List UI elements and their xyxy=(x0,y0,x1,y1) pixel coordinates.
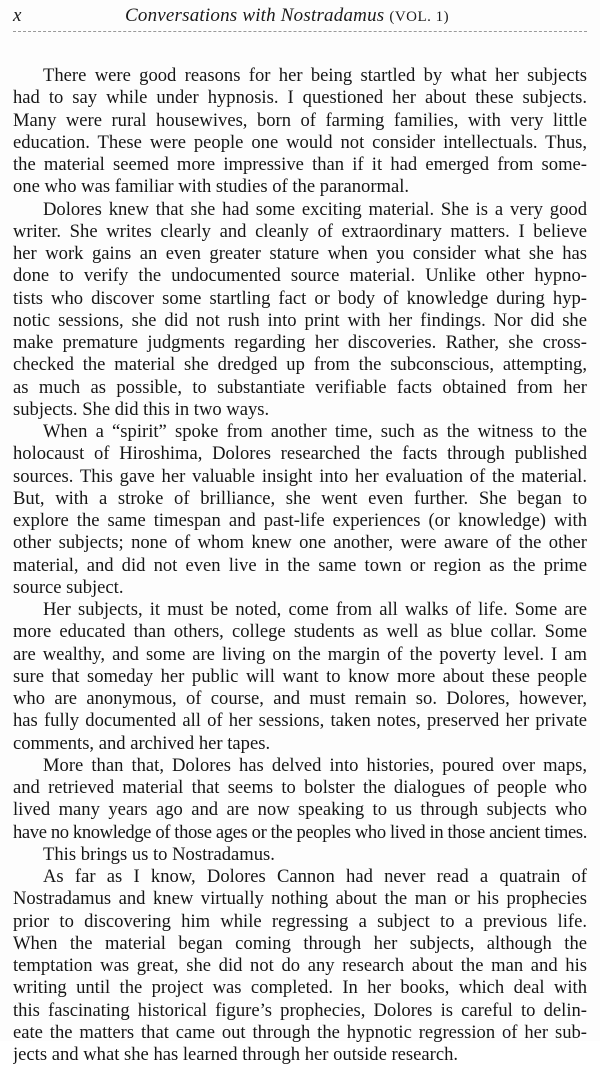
text-line: More than that, Dolores has delved into histories, poured over maps, xyxy=(43,754,587,776)
text-line: and retrieved material that seems to bolster the dialogues of people who xyxy=(13,777,587,798)
text-line: had to say while under hypnosis. I questioned her about these subjects. xyxy=(13,87,587,109)
paragraph xyxy=(13,755,587,844)
text-line: When the material began coming through her subjects, although the xyxy=(13,932,587,954)
text-line: make premature judgments regarding her discoveries. Rather, she cross- xyxy=(13,332,587,353)
paragraph xyxy=(13,866,587,1066)
text-line: Her subjects, it must be noted, come from all walks of life. Some are xyxy=(43,599,587,620)
paragraph xyxy=(13,65,587,199)
text-line: are wealthy, and some are living on the margin of the poverty level. I am xyxy=(13,643,587,665)
text-line: notic sessions, she did not rush into print with her findings. Nor did she xyxy=(13,309,587,331)
paragraph xyxy=(13,199,587,422)
book-title: Conversations with Nostradamus xyxy=(125,5,385,26)
text-line: explore the same timespan and past-life experiences (or knowledge) with xyxy=(13,510,587,531)
page-header xyxy=(13,5,585,31)
text-line: source subject. xyxy=(13,576,124,598)
header-rule xyxy=(13,31,587,32)
text-line: education. These were people one would not consider intellectuals. Thus, xyxy=(13,131,587,153)
text-line: checked the material she dredged up from the subconscious, attempting, xyxy=(13,354,587,376)
body-text xyxy=(13,65,587,1066)
paragraph xyxy=(13,844,587,866)
text-line: sure that someday her public will want to know more about these people xyxy=(13,665,587,687)
text-line: lived many years ago and are now speaking to us through subjects who xyxy=(13,799,587,821)
text-line: This brings us to Nostradamus. xyxy=(43,843,275,865)
running-title xyxy=(125,5,449,27)
text-line: tists who discover some startling fact or body of knowledge during hyp- xyxy=(13,287,587,309)
text-line: have no knowledge of those ages or the peoples who lived in those ancient times. xyxy=(13,821,587,843)
text-line: other subjects; none of whom knew one another, were aware of the other xyxy=(13,532,587,554)
text-line: Dolores knew that she had some exciting material. She is a very good xyxy=(43,198,587,220)
text-line: Many were rural housewives, born of farming families, with very little xyxy=(13,109,587,131)
text-line: her work gains an even greater stature when you consider what she has xyxy=(13,243,587,264)
text-line: as much as possible, to substantiate verifiable facts obtained from her xyxy=(13,376,587,398)
text-line: who are anonymous, of course, and must remain so. Dolores, however, xyxy=(13,688,587,709)
page-number: x xyxy=(13,5,22,26)
text-line: prior to discovering him while regressing a subject to a previous life. xyxy=(13,910,587,932)
text-line: one who was familiar with studies of the paranormal. xyxy=(13,176,410,198)
text-line: this fascinating historical figure’s prophecies, Dolores is careful to delin- xyxy=(13,999,587,1021)
text-line: There were good reasons for her being startled by what her subjects xyxy=(43,65,587,86)
text-line: sources. This gave her valuable insight into her evaluation of the material. xyxy=(13,465,587,487)
text-line: subjects. She did this in two ways. xyxy=(13,398,270,420)
text-line: more educated than others, college students as well as blue collar. Some xyxy=(13,621,587,643)
text-line: comments, and archived her tapes. xyxy=(13,732,271,754)
text-line: the material seemed more impressive than if it had emerged from some- xyxy=(13,154,587,175)
text-line: writer. She writes clearly and cleanly of extraordinary matters. I believe xyxy=(13,220,587,242)
text-line: As far as I know, Dolores Cannon had never read a quatrain of xyxy=(43,866,587,887)
volume-label: (VOL. 1) xyxy=(389,9,450,25)
text-line: holocaust of Hiroshima, Dolores researched the facts through published xyxy=(13,443,587,465)
text-line: done to verify the undocumented source material. Unlike other hypno- xyxy=(13,265,587,287)
text-line: But, with a stroke of brilliance, she went even further. She began to xyxy=(13,487,587,509)
text-line: material, and did not even live in the same town or region as the prime xyxy=(13,554,587,576)
text-line: has fully documented all of her sessions, taken notes, preserved her private xyxy=(13,710,587,732)
text-line: Nostradamus and knew virtually nothing about the man or his prophecies xyxy=(13,888,587,910)
text-line: jects and what she has learned through her outside research. xyxy=(13,1044,459,1065)
paragraph xyxy=(13,421,587,599)
text-line: eate the matters that came out through the hypnotic regression of her sub- xyxy=(13,1021,587,1043)
paragraph xyxy=(13,599,587,755)
text-line: When a “spirit” spoke from another time, such as the witness to the xyxy=(43,421,587,442)
text-line: temptation was great, she did not do any research about the man and his xyxy=(13,955,587,976)
text-line: writing until the project was completed. In her books, which deal with xyxy=(13,977,587,999)
